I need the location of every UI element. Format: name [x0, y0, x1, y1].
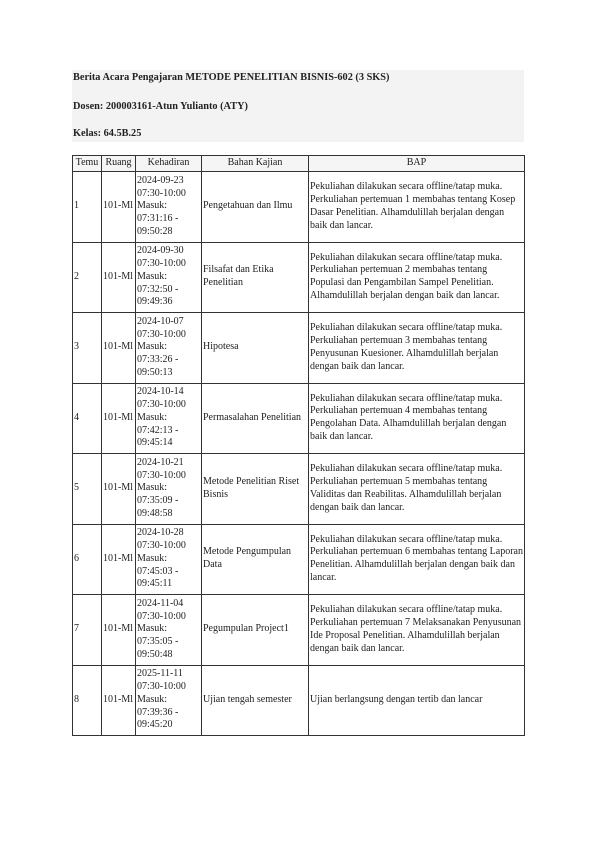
- cell-temu: 8: [73, 665, 102, 736]
- col-header-temu: Temu: [73, 156, 102, 172]
- cell-ruang: 101-Ml: [102, 242, 136, 313]
- attendance-in-time: 07:35:05 -: [137, 636, 179, 648]
- attendance-in-time: 07:31:16 -: [137, 213, 179, 225]
- attendance-schedule: 07:30-10:00: [137, 187, 186, 199]
- cell-bahan-kajian: Pengetahuan dan Ilmu: [202, 172, 309, 243]
- col-header-bahan-kajian: Bahan Kajian: [202, 156, 309, 172]
- cell-bap: Pekuliahan dilakukan secara offline/tatap muka. Perkuliahan pertemuan 2 membahas tentang Populasi dan Pengambilan Sampel Penelitian. Alhamdulillah berjalan dengan baik dan lancar.: [309, 242, 525, 313]
- attendance-masuk-label: Masuk:: [137, 270, 167, 282]
- cell-bap: Pekuliahan dilakukan secara offline/tatap muka. Perkuliahan pertemuan 7 Melaksanakan Penyusunan Ide Proposal Penelitian. Alhamdulillah berjalan dengan baik dan lancar.: [309, 595, 525, 666]
- attendance-schedule: 07:30-10:00: [137, 399, 186, 411]
- cell-temu: 4: [73, 383, 102, 454]
- col-header-bap: BAP: [309, 156, 525, 172]
- cell-temu: 7: [73, 595, 102, 666]
- cell-ruang: 101-Ml: [102, 524, 136, 595]
- cell-ruang: 101-Ml: [102, 454, 136, 525]
- attendance-schedule: 07:30-10:00: [137, 540, 186, 552]
- attendance-date: 2024-09-30: [137, 245, 184, 257]
- attendance-masuk-label: Masuk:: [137, 693, 167, 705]
- table-row: [73, 665, 525, 736]
- cell-kehadiran: [136, 595, 202, 666]
- col-header-ruang: Ruang: [102, 156, 136, 172]
- table-row: [73, 313, 525, 384]
- attendance-masuk-label: Masuk:: [137, 552, 167, 564]
- attendance-out-time: 09:45:14: [137, 437, 173, 449]
- cell-temu: 5: [73, 454, 102, 525]
- cell-bap: Pekuliahan dilakukan secara offline/tatap muka. Perkuliahan pertemuan 3 membahas tentang Penyusunan Kuesioner. Alhamdulillah berjalan dengan baik dan lancar.: [309, 313, 525, 384]
- bap-table: [72, 155, 525, 736]
- cell-bahan-kajian: Permasalahan Penelitian: [202, 383, 309, 454]
- attendance-date: 2025-11-11: [137, 668, 183, 680]
- attendance-schedule: 07:30-10:00: [137, 469, 186, 481]
- attendance-date: 2024-09-23: [137, 174, 184, 186]
- cell-kehadiran: [136, 383, 202, 454]
- cell-ruang: 101-Ml: [102, 313, 136, 384]
- cell-ruang: 101-Ml: [102, 383, 136, 454]
- attendance-in-time: 07:39:36 -: [137, 706, 179, 718]
- cell-bap: Pekuliahan dilakukan secara offline/tatap muka. Perkuliahan pertemuan 6 membahas tentang Laporan Penelitian. Alhamdulillah berjalan dengan baik dan lancar.: [309, 524, 525, 595]
- cell-kehadiran: [136, 524, 202, 595]
- attendance-masuk-label: Masuk:: [137, 411, 167, 423]
- attendance-in-time: 07:42:13 -: [137, 424, 179, 436]
- attendance-masuk-label: Masuk:: [137, 200, 167, 212]
- cell-bahan-kajian: Pegumpulan Project1: [202, 595, 309, 666]
- attendance-date: 2024-10-14: [137, 386, 184, 398]
- cell-bap: Ujian berlangsung dengan tertib dan lancar: [309, 665, 525, 736]
- cell-kehadiran: [136, 454, 202, 525]
- attendance-out-time: 09:45:11: [137, 578, 173, 590]
- cell-ruang: 101-Ml: [102, 665, 136, 736]
- cell-bahan-kajian: Filsafat dan Etika Penelitian: [202, 242, 309, 313]
- table-row: [73, 172, 525, 243]
- cell-kehadiran: [136, 172, 202, 243]
- attendance-in-time: 07:35:09 -: [137, 495, 179, 507]
- attendance-out-time: 09:50:48: [137, 648, 173, 660]
- col-header-kehadiran: Kehadiran: [136, 156, 202, 172]
- attendance-schedule: 07:30-10:00: [137, 328, 186, 340]
- attendance-out-time: 09:48:58: [137, 507, 173, 519]
- attendance-date: 2024-11-04: [137, 597, 184, 609]
- cell-temu: 3: [73, 313, 102, 384]
- cell-kehadiran: [136, 313, 202, 384]
- attendance-in-time: 07:32:50 -: [137, 283, 179, 295]
- cell-bap: Pekuliahan dilakukan secara offline/tatap muka. Perkuliahan pertemuan 4 membahas tentang Pengolahan Data. Alhamdulillah berjalan dengan baik dan lancar.: [309, 383, 525, 454]
- table-header-row: [73, 156, 525, 172]
- lecturer-line: Dosen: 200003161-Atun Yulianto (ATY): [73, 101, 248, 112]
- attendance-date: 2024-10-07: [137, 315, 184, 327]
- cell-temu: 1: [73, 172, 102, 243]
- attendance-out-time: 09:50:28: [137, 225, 173, 237]
- table-row: [73, 454, 525, 525]
- attendance-date: 2024-10-21: [137, 456, 184, 468]
- attendance-out-time: 09:50:13: [137, 366, 173, 378]
- attendance-schedule: 07:30-10:00: [137, 610, 186, 622]
- cell-temu: 2: [73, 242, 102, 313]
- attendance-out-time: 09:49:36: [137, 296, 173, 308]
- table-row: [73, 524, 525, 595]
- cell-bahan-kajian: Metode Pengumpulan Data: [202, 524, 309, 595]
- attendance-masuk-label: Masuk:: [137, 482, 167, 494]
- table-row: [73, 595, 525, 666]
- cell-kehadiran: [136, 665, 202, 736]
- class-line: Kelas: 64.5B.25: [73, 128, 142, 139]
- attendance-in-time: 07:33:26 -: [137, 354, 179, 366]
- attendance-masuk-label: Masuk:: [137, 341, 167, 353]
- document-title: Berita Acara Pengajaran METODE PENELITIAN BISNIS-602 (3 SKS): [73, 72, 390, 83]
- cell-bahan-kajian: Hipotesa: [202, 313, 309, 384]
- table-row: [73, 242, 525, 313]
- attendance-date: 2024-10-28: [137, 527, 184, 539]
- attendance-out-time: 09:45:20: [137, 719, 173, 731]
- cell-bahan-kajian: Ujian tengah semester: [202, 665, 309, 736]
- cell-bap: Pekuliahan dilakukan secara offline/tatap muka. Perkuliahan pertemuan 1 membahas tentang Kosep Dasar Penelitian. Alhamdulillah berjalan dengan baik dan lancar.: [309, 172, 525, 243]
- cell-ruang: 101-Ml: [102, 595, 136, 666]
- cell-bahan-kajian: Metode Penelitian Riset Bisnis: [202, 454, 309, 525]
- cell-temu: 6: [73, 524, 102, 595]
- cell-bap: Pekuliahan dilakukan secara offline/tatap muka. Perkuliahan pertemuan 5 membahas tentang Validitas dan Reabilitas. Alhamdulillah berjalan dengan baik dan lancar.: [309, 454, 525, 525]
- cell-ruang: 101-Ml: [102, 172, 136, 243]
- cell-kehadiran: [136, 242, 202, 313]
- attendance-schedule: 07:30-10:00: [137, 681, 186, 693]
- attendance-masuk-label: Masuk:: [137, 623, 167, 635]
- attendance-schedule: 07:30-10:00: [137, 258, 186, 270]
- attendance-in-time: 07:45:03 -: [137, 565, 179, 577]
- table-row: [73, 383, 525, 454]
